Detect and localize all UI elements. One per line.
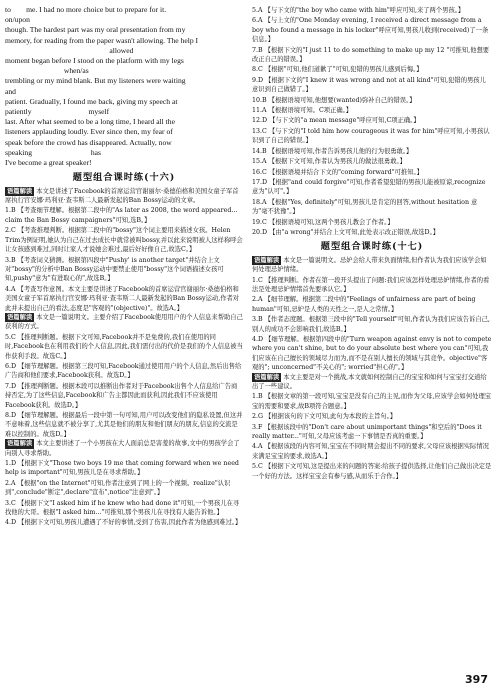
item-text: 6.D 【细节理解题。根据第三段可知,Facebook通过使用用户的个人信息,然后出售给广告商和他们要求,Facebook获利。故选D。】 [5,362,242,380]
item-text: 本文是一篇说明文。忌妒会给人带来负面情绪,但作者认为我们应该学会如何处理忌妒情绪。 [252,256,487,274]
item-text: 本文主要讲述了一个小男孩在大人面前总是害羞的故事,文中的男孩学会了向别人寻求帮助。 [5,440,240,457]
item-text: 4.D 【根据下文可知,男孩儿遭遇了不好的事情,受到了伤害,因此作者为他感到难过。】 [5,519,242,527]
answer-item [252,16,492,44]
answer-item [252,147,492,156]
answer-item [252,46,492,65]
answer-item [5,499,243,518]
answer-item [252,295,492,314]
item-text: 3.B 【考查词义猜测。根据第四段中"Pushy' is another target"并结合上文对"bossy"的分析中Ban Bossy运动中要禁止使用"bossy"这个词语描述女孩可知,pushy"意为"有进取心的",故选B。】 [5,256,224,283]
answer-item [252,168,492,177]
answer-item [5,206,243,225]
item-text: 12.D 【与下文的"a mean message"呼应可知,C项正确。】 [252,117,420,125]
item-text: 本文是讲述了Facebook的首席运营官谢丽尔·桑德伯格和美国女童子军首席执行官安娜·玛利亚·查韦斯二人最新发起的Ban Bossy运动的文章。 [5,187,239,205]
passage-line: listeners applauding loudly. Ever since then, my fear of [5,127,173,137]
answer-item [5,459,243,478]
answer-item [252,412,492,421]
item-text: 1.B 【根据文章的第一段可知,宝宝是没有自己的主见,而作为父母,应该学会如何处理宝宝的需要和要求,故B项符合题意。】 [252,393,492,410]
item-text: 8.C 【根据"可知,他们道歉了"可知,犯错的男孩儿感到后悔。】 [252,66,423,74]
passage-line: and [5,86,16,96]
answer-item [5,362,243,381]
answer-item [252,65,492,74]
item-text: 5.C 【推理判断题。根据下文可知,Facebook并不是免费的,我们在使用的同时,Facebook也在利用我们的个人信息,因此,我们需付出的代价是我们的个人信息被当作获利手段。故选C。】 [5,333,243,360]
answer-item [5,285,243,313]
answer-item [252,96,492,105]
left-items [5,187,243,528]
answer-item [252,442,492,461]
item-tag: 语篇解读 [254,373,280,381]
item-text: 1.C 【推理判断。作者在第一段开头提出了问题:我们应该怎样处理忌妒情绪,作者的看法是处理忌妒情绪首先要承认它。】 [252,276,490,293]
item-text: 4.A 【根据该段的内容可知,宝宝在不同时期会提出不同的要求,父母应该根据实际情况来满足宝宝的要求,故选A。】 [252,443,489,460]
answer-item [252,462,492,481]
answer-item [252,116,492,125]
item-text: 2.G 【根据该句的下文可知,此句为本段的主旨句。】 [252,413,397,421]
item-text: 18.A 【根据"Yes, definitely"可知,男孩儿是肯定的回答,without hesitation 意为"毫不犹豫"。】 [252,198,478,216]
item-text: 2.A 【细节理解。根据第二段中的"Feelings of unfairness are part of being human"可知,忌妒是人类的天性之一,是人之常情。】 [252,296,476,313]
item-tag: 语篇解读 [7,187,33,195]
answer-item [252,127,492,146]
item-text: 3.C 【根据下文"I asked him if he knew who had done it"可知,一个男孩儿在寻找他的大哥。根据"I asked him..."可推知,那个男孩儿在寻找有人能告诉他。】 [5,499,240,517]
item-text: 7.D 【推理判断题。根据本段可以推断出作者对于Facebook出售个人信息给广告商持否定,为了这些信息,Facebook和广告主都因此而获利,因此我们不应该使用Facebook获利。故选D。】 [5,382,238,409]
item-text: 7.B 【根据下文的"I just 11 to do something to make up my 12 "可推知,他想要改正自己的错误。】 [252,46,490,64]
item-text: 2.A 【根据"on the Internet"可知,作者注意到了网上的一个视频。realize"认识到",conclude"断定",declare"宣布",notice"注意到"。】 [5,479,231,497]
item-text: 本文是一篇说明文。主要介绍了Facebook使用用户的个人信息来帮助自己获利的方式。 [5,313,243,331]
right-column [252,5,492,481]
passage-line: though. The hardest part was my oral presentation from my [5,25,186,35]
item-text: 17.D 【根据"and could forgive"可知,作者希望犯错的男孩儿能被原谅,recognize 意为"认可"。】 [252,178,486,196]
passage-line: patient. Gradually, I found me back, giving my speech at [5,96,178,106]
passage-lines [5,5,243,168]
passage-line: to me. I had no more choice but to prepare for it. [5,5,167,14]
item-text: 11.A 【根据语境可知。C项正确。】 [252,107,353,115]
item-text: 3.F 【根据该段中的"Don't care about unimportant things"和空后的"Does it really matter..."可知,父母应该考虑一下事情是否真的重要。】 [252,423,482,441]
answer-item [5,187,243,206]
item-text: 5.C 【根据下文可知,这是提出来的问题的答案:给孩子提供选择,让他们自己做出决定是一个好的方法。这样宝宝会有参与感,从而乐于合作。】 [252,463,492,480]
right-items-2 [252,256,492,481]
item-text: 1.B 【考查细节理解。根据第二段中的"As later as 2008, the word appeared... claim the Ban Bossy campaigners"可知,选B。】 [5,207,238,224]
answer-item [252,256,492,275]
item-text: 10.B 【根据语境可知,他想要(wanted)弥补自己的错误。】 [252,96,416,104]
answer-item [5,411,243,439]
left-column [5,5,243,528]
answer-item [252,335,492,373]
answer-item [5,313,243,332]
item-text: 9.D 【根据下文的"I knew it was wrong and not at all kind"可知,犯错的男孩儿意识到自己做错了。】 [252,76,486,94]
item-text: 5.A 【与下文的"the boy who came with him"呼应可知,来了两个男孩。】 [252,7,465,14]
item-tag: 语篇解读 [254,256,280,264]
passage-line: last. After what seemed to be a long time, I heard all the [5,117,175,127]
item-text: 4.A 【考查写作意图。本文主要是讲述了Facebook的首席运营官谢丽尔·桑德伯格和美国女童子军首席执行官安娜·玛利亚·查韦斯二人最新发起的Ban Bossy运动,作者对此并未提出自己的看法,态度是"客观的"(objective)"。故选A。】 [5,285,240,312]
answer-item [5,256,243,284]
item-text: 19.C 【根据语境可知,这两个男孩儿教会了作者。】 [252,218,394,226]
answer-item [5,382,243,410]
answer-item [252,228,492,237]
answer-item [252,315,492,334]
item-text: 1.D 【根据下文"Those two boys 19 me that coming forward when we need help is important"可知,男孩儿是在寻求帮助。】 [5,460,239,477]
answer-item [5,479,243,498]
answer-item [252,276,492,295]
item-text: 20.D 【由"a wrong"并结合上文可知,此处表示改正错误,故选D。】 [252,228,440,236]
right-items [252,6,492,237]
answer-item [5,518,243,527]
passage-line: I've become a great speaker! [5,158,92,168]
item-text: 本文主要是对一个挑战,本文就如何控制自己的宝宝和如何与宝宝打交道给出了一些建议。 [252,373,487,391]
item-text: 8.D 【细节理解题。根据最后一段中第一句可知,用户可以改变他们的隐私设置,但这并不意味着,这些信息就不被分享了,尤其是他们的朋友和他们朋友的朋友,信息的交流是难以控制的。故选D。】 [5,412,243,438]
item-tag: 语篇解读 [7,440,33,448]
answer-item [252,76,492,95]
passage-line: when/as [5,66,89,76]
answer-item [252,392,492,411]
answer-item [252,6,492,15]
item-text: 3.B 【作者态度题。根据第三段中的"Tell yourself"可知,作者认为我们应该告诉自己,别人的成功不会影响我们,故选B。】 [252,316,490,333]
answer-item [252,178,492,197]
item-text: 6.A 【与上文的"One Monday evening, I received a direct message from a boy who found a message in his locker"呼应可知,男孩儿收到(received)了一条信息。】 [252,17,489,44]
answer-item [5,333,243,361]
page-number: 397 [465,672,488,686]
item-text: 15.A 【根据下文可知,作者认为男孩儿的做法很勇敢。】 [252,158,406,166]
item-text: 2.C 【考查推理判断。根据第二段中的"bossy"这个词主要用来描述女孩。Helen Trim为例证明,她认为自己在过去成长中就常被叫bossy,并以此来说明被人这样称呼会让女孩感到难过,同时让家人才说她会难过,最后好好像自己,故选C。】 [5,227,243,254]
answer-item [5,226,243,254]
passage-line: trembling or my mind blank. But my listeners were waiting [5,76,186,86]
answer-item [252,198,492,217]
item-text: 14.B 【根据语境可知,作者告诉男孩儿他的行为很勇敢。】 [252,147,413,155]
passage-line: moment began before I stood on the platform with my legs [5,56,184,66]
section-title-17: 题型组合课时练(十七) [320,241,424,253]
passage-line: on/upon [5,15,30,25]
answer-item [252,157,492,166]
item-text: 16.C 【根据语境并结合下文的"coming forward"可推知。】 [252,168,423,176]
item-text: 4.D 【细节理解。根据第四段中的"Turn weapon against envy is not to compete where you can't shine, but to do your absolute best where you can"可知,我们应该在自己擅长的领域尽力而为,而不是在别人擅长的领域与其竞争。objective"客观的"; unconcerned"不关心的"; worried"担心的"。】 [252,336,492,372]
item-tag: 语篇解读 [7,313,33,321]
answer-item [252,423,492,442]
passage-line: patiently myself [5,107,110,117]
section-title-16: 题型组合课时练(十六) [72,172,176,184]
passage-line: speaking has [5,147,101,157]
answer-item [5,439,243,458]
answer-item [252,106,492,115]
passage-line: allowed [5,45,134,55]
item-text: 13.C 【与下文的"I told him how courageous it was for him"呼应可知,小男孩认识到了自己的错误。】 [252,127,490,145]
passage-line: memory, for reading from the paper wasn't allowing. The help I [5,35,199,45]
passage-line: speak before the crowd has disappeared. Actually, now [5,137,172,147]
answer-item [252,218,492,227]
answer-item [252,373,492,392]
